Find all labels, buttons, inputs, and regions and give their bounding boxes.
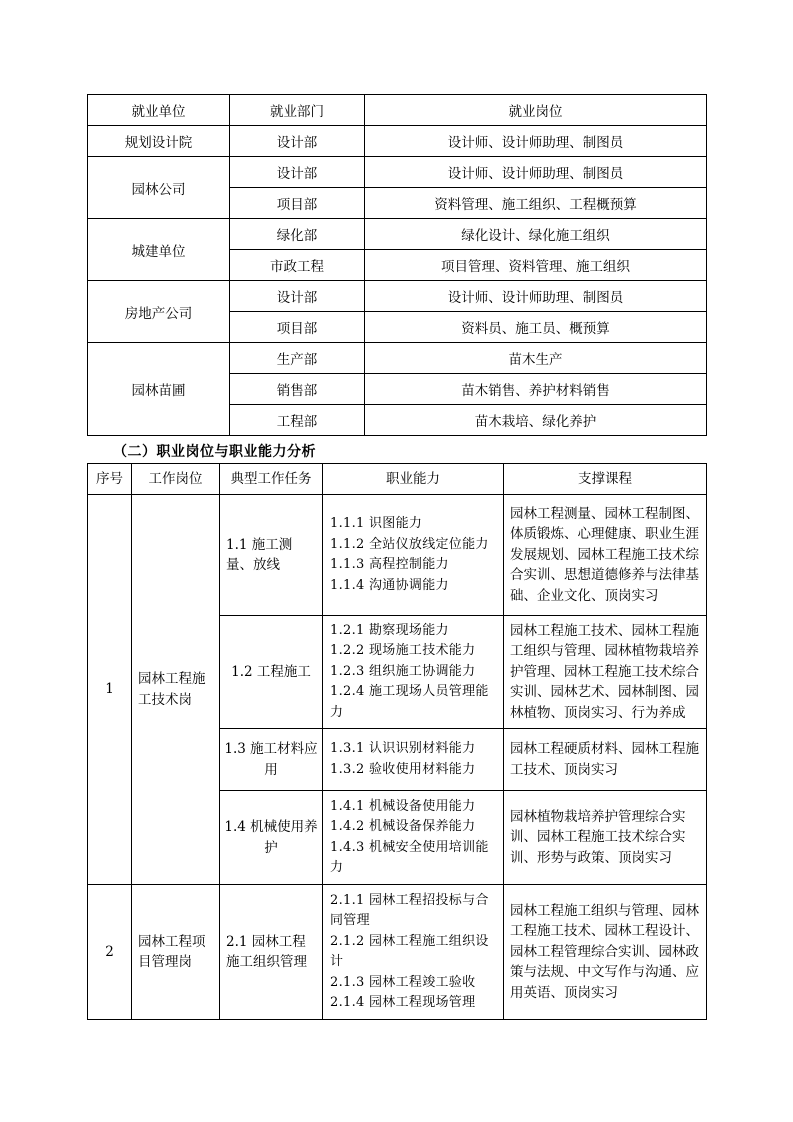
ability-item: 1.1.4 沟通协调能力 <box>330 577 449 593</box>
ability-item: 1.2.2 现场施工技术能力 <box>330 643 476 659</box>
courses-cell: 园林工程硬质材料、园林工程施工技术、顶岗实习 <box>504 729 707 791</box>
unit-cell: 城建单位 <box>88 219 230 281</box>
unit-cell: 园林苗圃 <box>88 343 230 436</box>
table-row <box>88 219 707 250</box>
ability-item: 1.4.3 机械安全使用培训能力 <box>330 839 489 875</box>
courses-cell: 园林工程测量、园林工程制图、体质锻炼、心理健康、职业生涯发展规划、园林工程施工技术综合实训、思想道德修养与法律基础、企业文化、顶岗实习 <box>504 495 707 616</box>
ability-item: 2.1.4 园林工程现场管理 <box>330 995 476 1010</box>
courses-cell: 园林植物栽培养护管理综合实训、园林工程施工技术综合实训、形势与政策、顶岗实习 <box>504 791 707 885</box>
posts-cell: 资料员、施工员、概预算 <box>365 312 707 343</box>
posts-cell: 设计师、设计师助理、制图员 <box>365 281 707 312</box>
post-name: 园林工程施工技术岗 <box>132 495 220 885</box>
dept-cell: 设计部 <box>230 157 365 188</box>
posts-cell: 苗木生产 <box>365 343 707 374</box>
unit-cell: 园林公司 <box>88 157 230 219</box>
dept-cell: 生产部 <box>230 343 365 374</box>
header-cell: 工作岗位 <box>132 464 220 495</box>
header-cell: 支撑课程 <box>504 464 707 495</box>
ability-item: 1.2.1 勘察现场能力 <box>330 622 449 638</box>
courses-cell: 园林工程施工组织与管理、园林工程施工技术、园林工程设计、园林工程管理综合实训、园林政策与法规、中文写作与沟通、应用英语、顶岗实习 <box>504 885 707 1020</box>
ability-item: 2.1.2 园林工程施工组织设计 <box>330 933 489 969</box>
task-cell: 1.3 施工材料应用 <box>220 729 323 791</box>
unit-cell: 规划设计院 <box>88 126 230 157</box>
posts-cell: 资料管理、施工组织、工程概预算 <box>365 188 707 219</box>
dept-cell: 设计部 <box>230 281 365 312</box>
posts-cell: 苗木销售、养护材料销售 <box>365 374 707 405</box>
table-row <box>88 885 707 1020</box>
posts-cell: 苗木栽培、绿化养护 <box>365 405 707 436</box>
ability-table <box>87 463 707 1020</box>
table-row <box>88 343 707 374</box>
posts-cell: 绿化设计、绿化施工组织 <box>365 219 707 250</box>
dept-cell: 绿化部 <box>230 219 365 250</box>
dept-cell: 工程部 <box>230 405 365 436</box>
header-cell: 典型工作任务 <box>220 464 323 495</box>
ability-item: 2.1.3 园林工程竣工验收 <box>330 974 476 990</box>
employment-table <box>87 94 707 436</box>
ability-item: 1.1.2 全站仪放线定位能力 <box>330 536 489 552</box>
dept-cell: 项目部 <box>230 188 365 219</box>
task-cell: 1.2 工程施工 <box>220 616 323 729</box>
header-cell: 就业单位 <box>88 95 230 126</box>
abilities-cell <box>323 791 504 885</box>
ability-item: 1.2.4 施工现场人员管理能力 <box>330 684 489 720</box>
ability-item: 1.1.3 高程控制能力 <box>330 557 449 572</box>
posts-cell: 设计师、设计师助理、制图员 <box>365 126 707 157</box>
table-row <box>88 126 707 157</box>
task-cell: 1.1 施工测量、放线 <box>220 495 323 616</box>
ability-item: 1.4.2 机械设备保养能力 <box>330 819 476 834</box>
abilities-cell <box>323 885 504 1020</box>
post-name: 园林工程项目管理岗 <box>132 885 220 1020</box>
post-number: 1 <box>88 495 132 885</box>
ability-item: 1.1.1 识图能力 <box>330 516 423 531</box>
table-row <box>88 495 707 616</box>
table-header-row <box>88 464 707 495</box>
task-cell: 1.4 机械使用养护 <box>220 791 323 885</box>
header-cell: 就业岗位 <box>365 95 707 126</box>
table-row <box>88 157 707 188</box>
ability-item: 1.4.1 机械设备使用能力 <box>330 798 476 814</box>
task-cell: 2.1 园林工程施工组织管理 <box>220 885 323 1020</box>
unit-cell: 房地产公司 <box>88 281 230 343</box>
dept-cell: 设计部 <box>230 126 365 157</box>
dept-cell: 项目部 <box>230 312 365 343</box>
header-cell: 就业部门 <box>230 95 365 126</box>
posts-cell: 设计师、设计师助理、制图员 <box>365 157 707 188</box>
ability-item: 2.1.1 园林工程招投标与合同管理 <box>330 892 489 928</box>
ability-item: 1.3.2 验收使用材料能力 <box>330 761 476 777</box>
header-cell: 序号 <box>88 464 132 495</box>
dept-cell: 销售部 <box>230 374 365 405</box>
post-number: 2 <box>88 885 132 1020</box>
header-cell: 职业能力 <box>323 464 504 495</box>
posts-cell: 项目管理、资料管理、施工组织 <box>365 250 707 281</box>
abilities-cell <box>323 616 504 729</box>
ability-item: 1.3.1 认识识别材料能力 <box>330 741 476 756</box>
table-row <box>88 281 707 312</box>
section-heading: （二）职业岗位与职业能力分析 <box>113 444 316 460</box>
dept-cell: 市政工程 <box>230 250 365 281</box>
abilities-cell <box>323 729 504 791</box>
courses-cell: 园林工程施工技术、园林工程施工组织与管理、园林植物栽培养护管理、园林工程施工技术综合实训、园林艺术、园林制图、园林植物、顶岗实习、行为养成 <box>504 616 707 729</box>
ability-item: 1.2.3 组织施工协调能力 <box>330 663 476 679</box>
abilities-cell <box>323 495 504 616</box>
table-header-row <box>88 95 707 126</box>
